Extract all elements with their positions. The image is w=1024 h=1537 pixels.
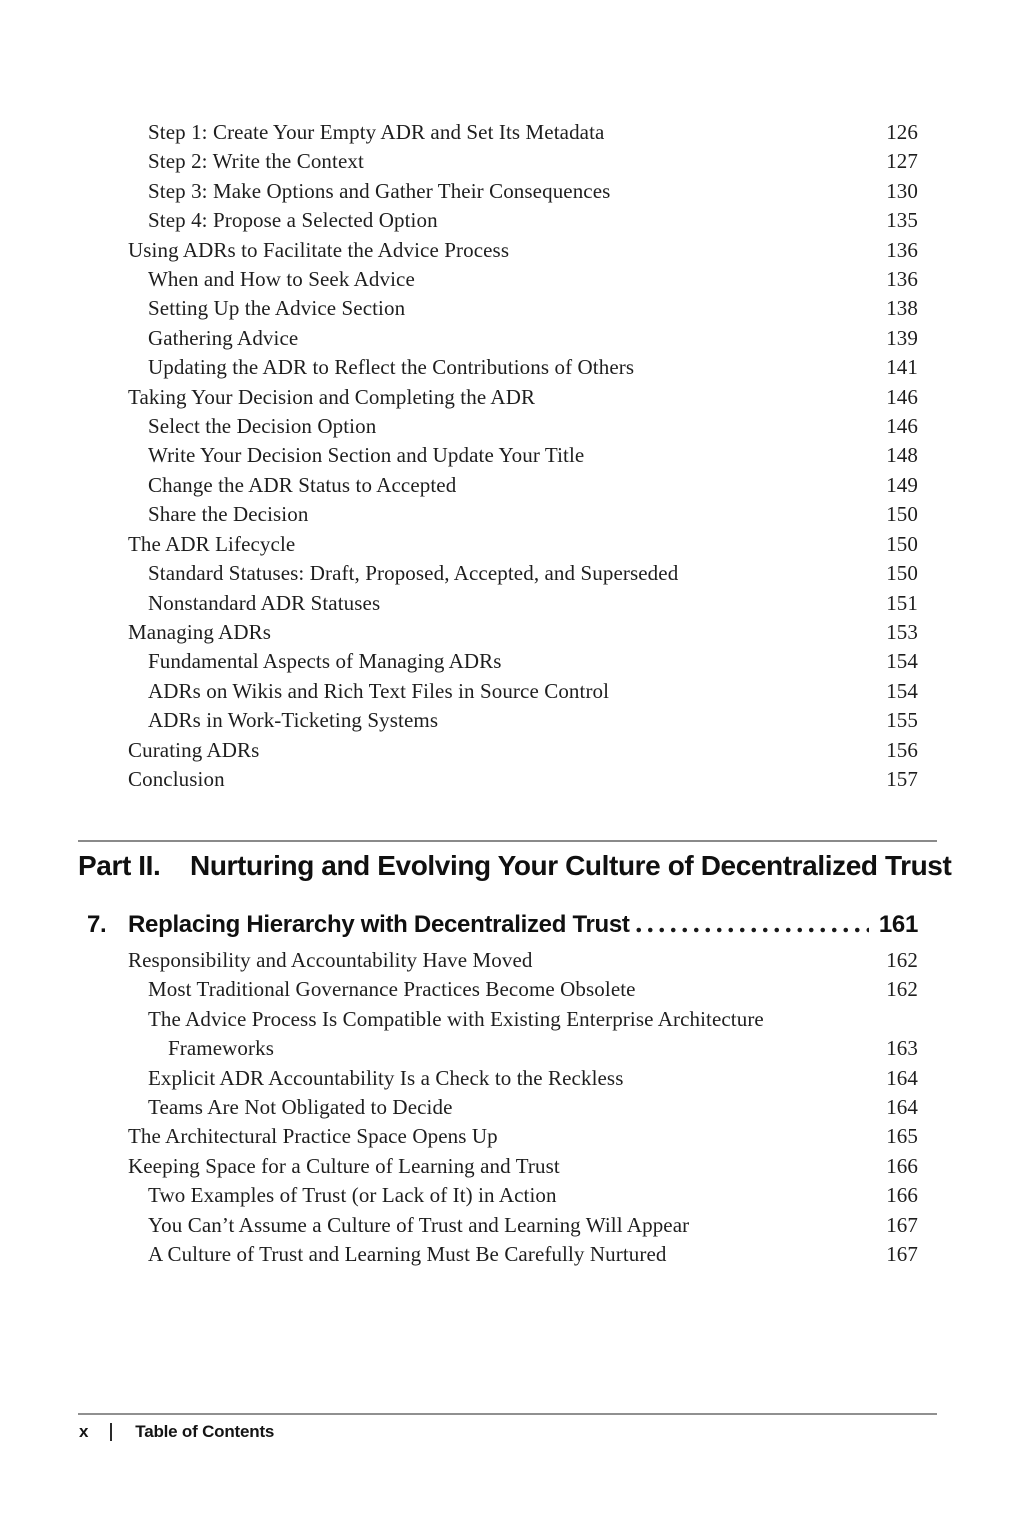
toc-entry xyxy=(78,1240,937,1269)
part-heading xyxy=(78,849,978,883)
toc-entry xyxy=(78,294,937,323)
toc-entry-page-number: 148 xyxy=(886,443,918,468)
toc-entry-title: The Advice Process Is Compatible with Existing Enterprise Architecture xyxy=(148,1006,764,1031)
page-footer xyxy=(79,1419,274,1445)
chapter-title: Replacing Hierarchy with Decentralized Trust xyxy=(128,911,630,938)
toc-entry-title: Share the Decision xyxy=(148,502,309,527)
toc-entry-title: Two Examples of Trust (or Lack of It) in Action xyxy=(148,1183,557,1208)
toc-entry-page-number: 130 xyxy=(886,178,918,203)
toc-entry-title: Keeping Space for a Culture of Learning and Trust xyxy=(128,1153,560,1178)
chapter-number: 7. xyxy=(87,911,107,938)
toc-entry-title: You Can’t Assume a Culture of Trust and Learning Will Appear xyxy=(148,1212,690,1237)
part-label: Part II. xyxy=(78,850,161,881)
toc-section-top xyxy=(78,118,937,794)
toc-entry xyxy=(78,1034,937,1063)
toc-entry-page-number: 150 xyxy=(886,561,918,586)
toc-entry xyxy=(78,975,937,1004)
toc-entry-title: Explicit ADR Accountability Is a Check to the Reckless xyxy=(148,1065,624,1090)
toc-entry-title: Responsibility and Accountability Have Moved xyxy=(128,948,533,972)
toc-entry xyxy=(78,1064,937,1093)
part-title: Nurturing and Evolving Your Culture of Decentralized Trust xyxy=(190,850,952,881)
toc-entry xyxy=(78,147,937,176)
toc-entry xyxy=(78,471,937,500)
footer-separator xyxy=(110,1423,112,1441)
toc-entry-page-number: 164 xyxy=(886,1065,918,1090)
toc-entry-title: Gathering Advice xyxy=(148,325,299,350)
toc-entry-title: Updating the ADR to Reflect the Contributions of Others xyxy=(148,355,635,380)
toc-entry-page-number: 150 xyxy=(886,502,918,527)
toc-entry xyxy=(78,383,937,412)
toc-entry xyxy=(78,265,937,294)
footer-page-number: x xyxy=(79,1422,89,1441)
toc-entry-page-number: 138 xyxy=(886,296,918,321)
toc-entry-title: The Architectural Practice Space Opens Up xyxy=(128,1124,498,1149)
toc-entry-page-number: 151 xyxy=(886,590,918,615)
toc-entry-page-number: 165 xyxy=(886,1124,918,1149)
toc-entry-title: Select the Decision Option xyxy=(148,414,377,439)
toc-entry-page-number: 146 xyxy=(886,384,918,409)
footer-section-label: Table of Contents xyxy=(135,1422,275,1441)
toc-entry xyxy=(78,324,937,353)
toc-entry xyxy=(78,647,937,676)
toc-entry xyxy=(78,177,937,206)
toc-entry-page-number: 141 xyxy=(886,355,918,380)
toc-entry xyxy=(78,236,937,265)
chapter-page-number: 161 xyxy=(878,911,918,938)
toc-entry-title: Step 3: Make Options and Gather Their Consequences xyxy=(148,178,611,203)
toc-entry-page-number: 155 xyxy=(886,708,918,733)
toc-entry xyxy=(78,765,937,794)
toc-entry xyxy=(78,500,937,529)
toc-entry xyxy=(78,589,937,618)
toc-entry-page-number: 127 xyxy=(886,149,918,174)
toc-entry-page-number: 149 xyxy=(886,472,918,497)
dot-leader xyxy=(631,909,869,941)
toc-entry-title: Frameworks xyxy=(168,1036,274,1061)
toc-entry xyxy=(78,441,937,470)
toc-entry-page-number: 162 xyxy=(886,977,918,1002)
toc-entry xyxy=(78,1152,937,1181)
toc-entry-title: Using ADRs to Facilitate the Advice Process xyxy=(128,237,510,262)
toc-entry-page-number: 153 xyxy=(886,619,918,644)
toc-entry xyxy=(78,118,937,147)
toc-entry-page-number: 166 xyxy=(886,1183,918,1208)
toc-entry-page-number: 167 xyxy=(886,1242,918,1267)
toc-entry-title: Write Your Decision Section and Update Your Title xyxy=(148,443,585,468)
toc-entry-title: Curating ADRs xyxy=(128,737,260,762)
toc-entry-page-number: 146 xyxy=(886,414,918,439)
toc-entry-title: Change the ADR Status to Accepted xyxy=(148,472,457,497)
toc-entry-page-number: 150 xyxy=(886,531,918,556)
toc-entry xyxy=(78,353,937,382)
toc-entry-page-number: 154 xyxy=(886,678,918,703)
toc-entry-title: Standard Statuses: Draft, Proposed, Accepted, and Superseded xyxy=(148,561,679,586)
toc-entry-page-number: 163 xyxy=(886,1036,918,1061)
toc-entry xyxy=(78,1181,937,1210)
toc-entry xyxy=(78,206,937,235)
toc-entry-page-number: 136 xyxy=(886,267,918,292)
toc-entry-title: Most Traditional Governance Practices Become Obsolete xyxy=(148,977,636,1002)
toc-entry-page-number: 167 xyxy=(886,1212,918,1237)
toc-entry xyxy=(78,1122,937,1151)
toc-entry-title: Teams Are Not Obligated to Decide xyxy=(148,1095,453,1120)
toc-entry xyxy=(78,530,937,559)
toc-entry-title: Nonstandard ADR Statuses xyxy=(148,590,381,615)
toc-entry-page-number: 135 xyxy=(886,208,918,233)
toc-entry-page-number: 126 xyxy=(886,120,918,144)
toc-entry xyxy=(78,412,937,441)
toc-entry-page-number: 157 xyxy=(886,766,918,791)
toc-section-chapter7 xyxy=(78,946,937,1269)
toc-entry xyxy=(78,618,937,647)
toc-entry-title: Step 2: Write the Context xyxy=(148,149,364,174)
toc-entry-title: Setting Up the Advice Section xyxy=(148,296,406,321)
toc-entry-title: ADRs on Wikis and Rich Text Files in Source Control xyxy=(148,678,610,703)
toc-entry-page-number: 156 xyxy=(886,737,918,762)
toc-entry-title: Managing ADRs xyxy=(128,619,272,644)
toc-entry-title: ADRs in Work-Ticketing Systems xyxy=(148,708,439,733)
toc-entry-page-number: 136 xyxy=(886,237,918,262)
toc-entry-page-number: 139 xyxy=(886,325,918,350)
toc-entry-title: Conclusion xyxy=(128,766,225,791)
toc-entry xyxy=(78,559,937,588)
part-divider-rule xyxy=(78,840,937,842)
toc-entry-title: Step 1: Create Your Empty ADR and Set Its Metadata xyxy=(148,120,605,144)
toc-entry-title: Step 4: Propose a Selected Option xyxy=(148,208,438,233)
toc-entry-title: A Culture of Trust and Learning Must Be Carefully Nurtured xyxy=(148,1242,667,1267)
toc-entry-page-number: 166 xyxy=(886,1153,918,1178)
toc-entry xyxy=(78,677,937,706)
toc-entry xyxy=(78,1005,937,1034)
toc-entry xyxy=(78,1211,937,1240)
toc-entry-title: The ADR Lifecycle xyxy=(128,531,296,556)
toc-entry xyxy=(78,946,937,975)
toc-entry xyxy=(78,1093,937,1122)
toc-entry-title: When and How to Seek Advice xyxy=(148,267,415,292)
toc-entry xyxy=(78,736,937,765)
toc-entry-page-number: 162 xyxy=(886,948,918,972)
chapter-entry xyxy=(78,909,937,941)
toc-entry-title: Fundamental Aspects of Managing ADRs xyxy=(148,649,502,674)
toc-entry-page-number: 154 xyxy=(886,649,918,674)
toc-entry xyxy=(78,706,937,735)
toc-entry-page-number: 164 xyxy=(886,1095,918,1120)
toc-entry-title: Taking Your Decision and Completing the ADR xyxy=(128,384,536,409)
footer-rule xyxy=(78,1413,937,1415)
